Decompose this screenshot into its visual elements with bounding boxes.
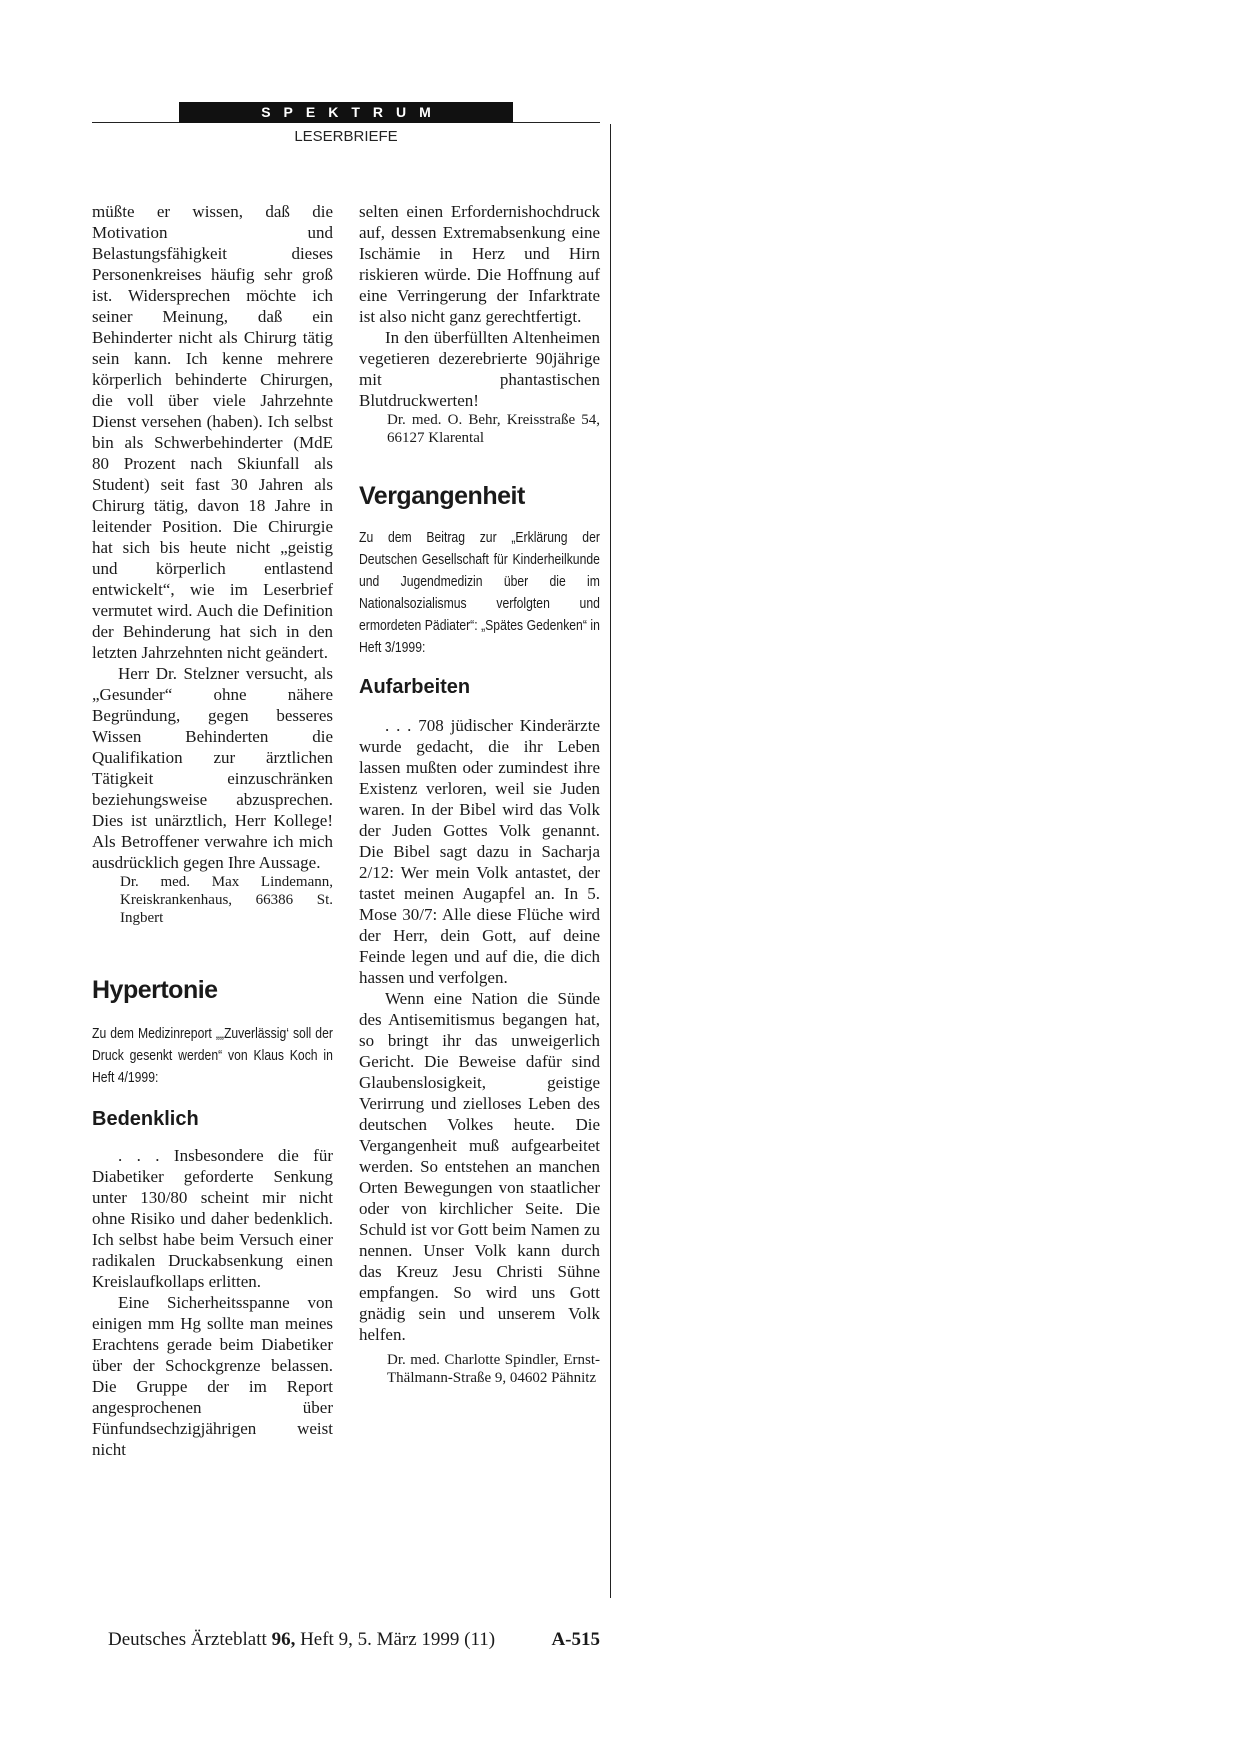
section-banner: SPEKTRUM — [179, 102, 513, 123]
left-column — [92, 201, 333, 1460]
issue-info: Heft 9, 5. März 1999 (11) — [300, 1629, 496, 1650]
body-paragraph: . . . Insbesondere die für Diabetiker geforderte Senkung unter 130/80 scheint mir nicht ohne Risiko und daher bedenklich. Ich selbst habe beim Versuch einer radikalen Druckabsenkung einen Kreislaufkollaps erlitten. — [92, 1146, 333, 1291]
author-signature: Dr. med. Charlotte Spindler, Ernst-Thälmann-Straße 9, 04602 Pähnitz — [387, 1352, 600, 1386]
page-number: A-515 — [551, 1629, 600, 1650]
journal-volume: 96, — [271, 1629, 296, 1650]
letter-heading: Bedenklich — [92, 1108, 199, 1130]
journal-name: Deutsches Ärzteblatt — [108, 1629, 267, 1650]
letter-heading: Aufarbeiten — [359, 676, 471, 698]
body-paragraph: In den überfüllten Altenheimen vegetieren dezerebrierte 90jährige mit phantastischen Blutdruckwerten! — [359, 328, 600, 410]
column-rule — [610, 124, 611, 1598]
author-signature: Dr. med. Max Lindemann, Kreiskrankenhaus, 66386 St. Ingbert — [120, 874, 333, 926]
article-heading: Hypertonie — [92, 976, 218, 1004]
article-intro: Zu dem Beitrag zur „Erklärung der Deutschen Gesellschaft für Kinderheilkunde und Jugendmedizin über die im Nationalsozialismus verfolgten und ermordeten Pädiater“: „Spätes Gedenken“ in Heft 3/1999: — [359, 530, 600, 656]
author-signature: Dr. med. O. Behr, Kreisstraße 54, 66127 Klarental — [387, 412, 600, 446]
subsection-label: LESERBRIEFE — [294, 128, 398, 145]
body-paragraph: . . . 708 jüdischer Kinderärzte wurde gedacht, die ihr Leben lassen mußten oder zumindest ihre Existenz verloren, weil sie Juden waren. In der Bibel wird das Volk der Juden Gottes Volk genannt. Die Bibel sagt dazu in Sacharja 2/12: Wer mein Volk antastet, der tastet meinen Augapfel an. In 5. Mose 30/7: Alle diese Flüche wird der Herr, dein Gott, auf deine Feinde legen und auf die, die dich hassen und verfolgen. — [359, 716, 600, 987]
body-paragraph: müßte er wissen, daß die Motivation und Belastungsfähigkeit dieses Personenkreises häufig sehr groß ist. Widersprechen möchte ich seiner Meinung, daß ein Behinderter nicht als Chirurg tätig sein kann. Ich kenne mehrere körperlich behinderte Chirurgen, die voll über viele Jahrzehnte Dienst versehen (haben). Ich selbst bin als Schwerbehinderter (MdE 80 Prozent nach Skiunfall als Student) seit fast 30 Jahren als Chirurg tätig, davon 18 Jahre in leitender Position. Die Chirurgie hat sich bis heute nicht „geistig und körperlich entlastend entwickelt“, wie im Leserbrief vermutet wird. Auch die Definition der Behinderung hat sich in den letzten Jahrzehnten nicht geändert. — [92, 202, 333, 662]
article-heading: Vergangenheit — [359, 482, 525, 510]
article-intro: Zu dem Medizinreport „„Zuverlässig‘ soll der Druck gesenkt werden“ von Klaus Koch in Heft 4/1999: — [92, 1026, 333, 1086]
body-paragraph: Wenn eine Nation die Sünde des Antisemitismus begangen hat, so bringt ihr das unweigerlich Gericht. Die Beweise dafür sind Glaubenslosigkeit, geistige Verirrung und zielloses Leben des deutschen Volkes heute. Die Vergangenheit muß aufgearbeitet werden. So entstehen an manchen Orten Bewegungen von staatlicher oder von kirchlicher Seite. Die Schuld ist vor Gott beim Namen zu nennen. Unser Volk kann durch das Kreuz Jesu Christi Sühne empfangen. So wird uns Gott gnädig sein und unserem Volk helfen. — [359, 989, 600, 1344]
body-paragraph: Herr Dr. Stelzner versucht, als „Gesunder“ ohne nähere Begründung, gegen besseres Wissen Behinderten die Qualifikation zur ärztlichen Tätigkeit einzuschränken beziehungsweise abzusprechen. Dies ist unärztlich, Herr Kollege! Als Betroffener verwahre ich mich ausdrücklich gegen Ihre Aussage. — [92, 664, 333, 872]
body-paragraph: Eine Sicherheitsspanne von einigen mm Hg sollte man meines Erachtens gerade beim Diabetiker über der Schockgrenze belassen. Die Gruppe der im Report angesprochenen über Fünfundsechzigjährigen weist nicht — [92, 1293, 333, 1459]
page-footer — [108, 1629, 600, 1651]
body-paragraph: selten einen Erfordernishochdruck auf, dessen Extremabsenkung eine Ischämie in Herz und Hirn riskieren würde. Die Hoffnung auf eine Verringerung der Infarktrate ist also nicht ganz gerechtfertigt. — [359, 202, 600, 326]
right-column — [359, 201, 600, 1387]
